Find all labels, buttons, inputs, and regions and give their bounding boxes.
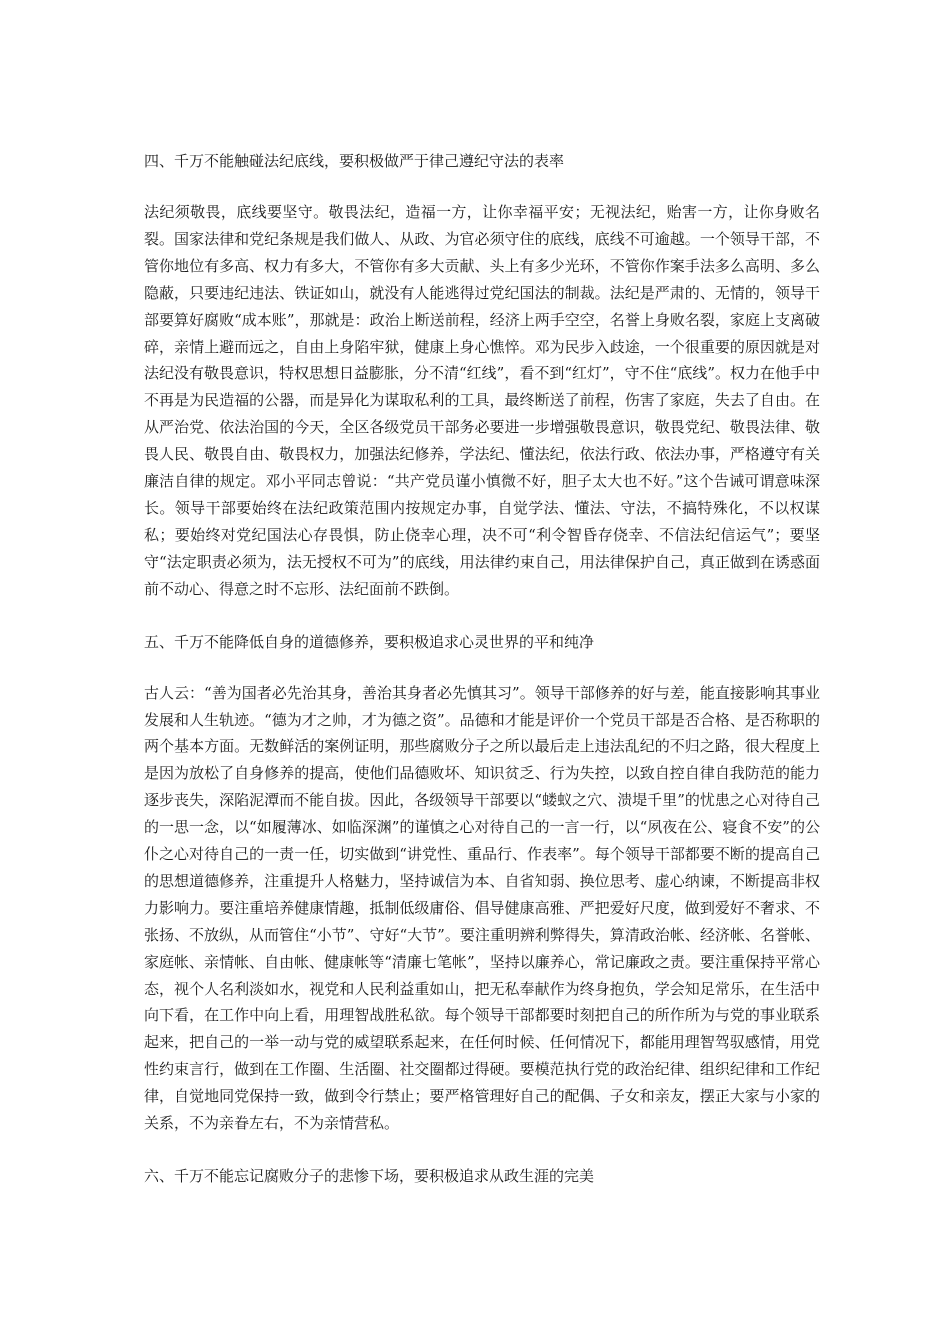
section-heading-6: 六、千万不能忘记腐败分子的悲惨下场，要积极追求从政生涯的完美 <box>144 1167 595 1185</box>
section-body-4: 法纪须敬畏，底线要坚守。敬畏法纪，造福一方，让你幸福平安；无视法纪，贻害一方，让你身败名裂。国家法律和党纪条规是我们做人、从政、为官必须守住的底线，底线不可逾越。一个领导干部，不管你地位有多高、权力有多大，不管你有多大贡献、头上有多少光环，不管你作案手法多么高明、多么隐蔽，只要违纪违法、铁证如山，就没有人能逃得过党纪国法的制裁。法纪是严肃的、无情的，领导干部要算好腐败“成本账”，那就是：政治上断送前程，经济上两手空空，名誉上身败名裂，家庭上支离破碎，亲情上避而远之，自由上身陷牢狱，健康上身心憔悴。邓为民步入歧途，一个很重要的原因就是对法纪没有敬畏意识，特权思想日益膨胀，分不清“红线”，看不到“红灯”，守不住“底线”。权力在他手中不再是为民造福的公器，而是异化为谋取私利的工具，最终断送了前程，伤害了家庭，失去了自由。在从严治党、依法治国的今天，全区各级党员干部务必要进一步增强敬畏意识，敬畏党纪、敬畏法律、敬畏人民、敬畏自由、敬畏权力，加强法纪修养，学法纪、懂法纪，依法行政、依法办事，严格遵守有关廉洁自律的规定。邓小平同志曾说：“共产党员谨小慎微不好，胆子太大也不好。”这个告诫可谓意味深长。领导干部要始终在法纪政策范围内按规定办事，自觉学法、懂法、守法，不搞特殊化，不以权谋私；要始终对党纪国法心存畏惧，防止侥幸心理，决不可“利令智昏存侥幸、不信法纪信运气”；要坚守“法定职责必须为，法无授权不可为”的底线，用法律约束自己，用法律保护自己，真正做到在诱惑面前不动心、得意之时不忘形、法纪面前不跌倒。 <box>144 203 821 598</box>
section-heading-4: 四、千万不能触碰法纪底线，要积极做严于律己遵纪守法的表率 <box>144 152 565 170</box>
document-page <box>144 148 820 1189</box>
section-body-5: 古人云：“善为国者必先治其身，善治其身者必先慎其习”。领导干部修养的好与差，能直接影响其事业发展和人生轨迹。“德为才之帅，才为德之资”。品德和才能是评价一个党员干部是否合格、是否称职的两个基本方面。无数鲜活的案例证明，那些腐败分子之所以最后走上违法乱纪的不归之路，很大程度上是因为放松了自身修养的提高，使他们品德败坏、知识贫乏、行为失控，以致自控自律自我防范的能力逐步丧失，深陷泥潭而不能自拔。因此，各级领导干部要以“蝼蚁之穴、溃堤千里”的忧患之心对待自己的一思一念，以“如履薄冰、如临深渊”的谨慎之心对待自己的一言一行，以“夙夜在公、寝食不安”的公仆之心对待自己的一责一任，切实做到“讲党性、重品行、作表率”。每个领导干部都要不断的提高自己的思想道德修养，注重提升人格魅力，坚持诚信为本、自省知弱、换位思考、虚心纳谏，不断提高非权力影响力。要注重培养健康情趣，抵制低级庸俗、倡导健康高雅、严把爱好尺度，做到爱好不奢求、不张扬、不放纵，从而管住“小节”、守好“大节”。要注重明辨利弊得失，算清政治帐、经济帐、名誉帐、家庭帐、亲情帐、自由帐、健康帐等“清廉七笔帐”，坚持以廉养心，常记廉政之责。要注重保持平常心态，视个人名利淡如水，视党和人民利益重如山，把无私奉献作为终身抱负，学会知足常乐，在生活中向下看，在工作中向上看，用理智战胜私欲。每个领导干部都要时刻把自己的所作所为与党的事业联系起来，把自己的一举一动与党的威望联系起来，在任何时候、任何情况下，都能用理智驾驭感情，用党性约束言行，做到在工作圈、生活圈、社交圈都过得硬。要模范执行党的政治纪律、组织纪律和工作纪律，自觉地同党保持一致，做到令行禁止；要严格管理好自己的配偶、子女和亲友，摆正大家与小家的关系，不为亲眷左右，不为亲情营私。 <box>144 683 820 1133</box>
section-heading-5: 五、千万不能降低自身的道德修养，要积极追求心灵世界的平和纯净 <box>144 632 595 651</box>
